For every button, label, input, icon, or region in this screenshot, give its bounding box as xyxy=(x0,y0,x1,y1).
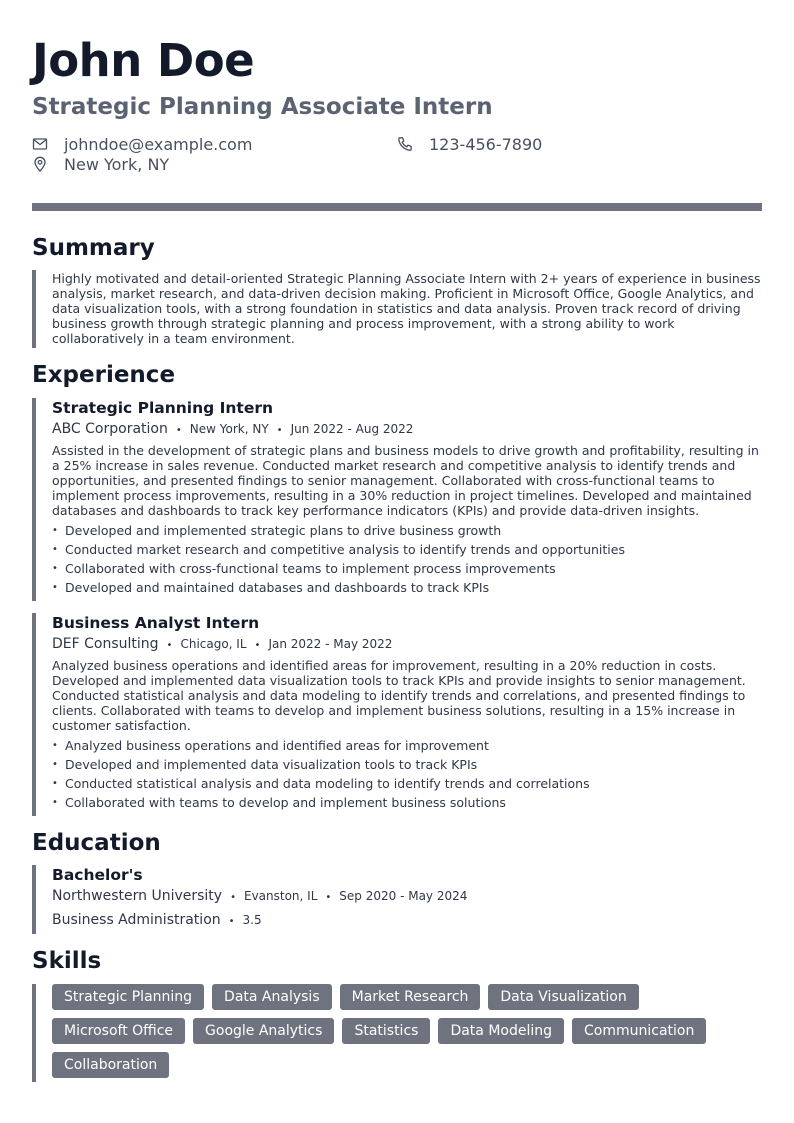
school-dates: Sep 2020 - May 2024 xyxy=(339,889,468,904)
bullet-item: • Collaborated with teams to develop and implement business solutions xyxy=(52,793,762,812)
experience-heading: Experience xyxy=(32,362,176,389)
job-location: New York, NY xyxy=(189,421,269,436)
education-block xyxy=(32,865,762,934)
field-of-study: Business Administration xyxy=(52,912,221,929)
separator-dot: • xyxy=(276,424,283,436)
skills-section xyxy=(32,948,762,1082)
job-title: Business Analyst Intern xyxy=(52,613,260,632)
separator-dot: • xyxy=(228,916,235,928)
contact-location xyxy=(32,156,397,173)
job-meta xyxy=(52,635,762,655)
skills-block xyxy=(32,984,762,1082)
skills-heading: Skills xyxy=(32,948,102,975)
bullet-item: • Developed and implemented data visualization tools to track KPIs xyxy=(52,755,762,774)
job-company: ABC Corporation xyxy=(52,420,168,437)
field-meta xyxy=(52,911,762,934)
contact-phone[interactable] xyxy=(397,136,762,153)
mail-icon xyxy=(32,136,48,152)
bullet-item: • Conducted market research and competitive analysis to identify trends and opportunities xyxy=(52,540,762,559)
job-bullets xyxy=(52,736,762,812)
job-bullets xyxy=(52,521,762,597)
bullet-item: • Analyzed business operations and identified areas for improvement xyxy=(52,736,762,755)
skill-tag: Statistics xyxy=(342,1018,430,1044)
degree-title: Bachelor's xyxy=(52,866,143,885)
phone-icon xyxy=(397,136,413,152)
education-section xyxy=(32,830,762,935)
job-location: Chicago, IL xyxy=(180,636,247,651)
separator-dot: • xyxy=(230,892,236,904)
separator-dot: • xyxy=(325,892,332,904)
separator-dot: • xyxy=(175,424,182,436)
school-meta xyxy=(52,887,762,907)
bullet-item: • Developed and maintained databases and dashboards to track KPIs xyxy=(52,578,762,597)
job-description: Analyzed business operations and identified areas for improvement, resulting in a 20% reduction in costs. Developed and implemented data visualization tools to track KPIs and provide insights to senior management. Conducted statistical analysis and data modeling to identify trends and correlations, and presented findings to clients. Collaborated with teams to develop and implement business solutions, resulting in a 15% increase in customer satisfaction. xyxy=(52,657,746,733)
skill-tag: Collaboration xyxy=(52,1052,169,1078)
bullet-item: • Collaborated with cross-functional teams to implement process improvements xyxy=(52,559,762,578)
skills-list xyxy=(52,984,742,1082)
summary-section xyxy=(32,235,762,349)
contact-email[interactable] xyxy=(32,136,397,153)
skill-tag: Microsoft Office xyxy=(52,1018,185,1044)
skill-tag: Market Research xyxy=(340,984,481,1010)
location-pin-icon xyxy=(32,156,48,172)
job-description: Assisted in the development of strategic plans and business models to drive growth and profitability, resulting in a 25% increase in sales revenue. Conducted market research and competitive analysis to identify trends and opportunities, and presented findings to senior management. Collaborated with cross-functional teams to implement process improvements, resulting in a 30% reduction in project timelines. Developed and maintained databases and dashboards to track key performance indicators (KPIs) and provide data-driven insights. xyxy=(52,442,759,518)
separator-dot: • xyxy=(254,639,261,651)
job-dates: Jan 2022 - May 2022 xyxy=(268,636,393,651)
skill-tag: Strategic Planning xyxy=(52,984,204,1010)
email-text[interactable]: johndoe@example.com xyxy=(64,134,253,154)
job-dates: Jun 2022 - Aug 2022 xyxy=(290,421,414,436)
skill-tag: Data Modeling xyxy=(438,1018,564,1044)
school-name: Northwestern University xyxy=(52,888,223,905)
phone-text[interactable]: 123-456-7890 xyxy=(429,134,543,154)
candidate-title: Strategic Planning Associate Intern xyxy=(32,94,493,120)
job-title: Strategic Planning Intern xyxy=(52,398,274,417)
skill-tag: Communication xyxy=(572,1018,706,1044)
school-location: Evanston, IL xyxy=(243,889,318,904)
bullet-item: • Conducted statistical analysis and data modeling to identify trends and correlations xyxy=(52,774,762,793)
summary-heading: Summary xyxy=(32,234,155,261)
skill-tag: Data Visualization xyxy=(488,984,638,1010)
job-meta xyxy=(52,420,762,440)
summary-text: Highly motivated and detail-oriented Strategic Planning Associate Intern with 2+ years of experience in business analysis, market research, and data-driven decision making. Proficient in Microsoft Office, Google Analytics, and data visualization tools, with a strong foundation in statistics and data analysis. Proven track record of driving business growth through strategic planning and process improvement, with a strong ability to work collaboratively in a team environment. xyxy=(52,271,761,347)
location-text: New York, NY xyxy=(64,154,170,174)
skill-tag: Data Analysis xyxy=(212,984,332,1010)
education-heading: Education xyxy=(32,829,161,856)
job-entry xyxy=(32,613,762,816)
separator-dot: • xyxy=(166,639,173,651)
gpa-value: 3.5 xyxy=(242,913,262,928)
bullet-item: • Developed and implemented strategic plans to drive business growth xyxy=(52,521,762,540)
header-divider xyxy=(32,203,762,211)
candidate-name: John Doe xyxy=(32,34,255,87)
summary-block xyxy=(32,270,762,348)
job-entry xyxy=(32,398,762,601)
job-company: DEF Consulting xyxy=(52,635,159,652)
contact-info xyxy=(32,136,762,173)
skill-tag: Google Analytics xyxy=(193,1018,334,1044)
experience-section xyxy=(32,362,762,816)
